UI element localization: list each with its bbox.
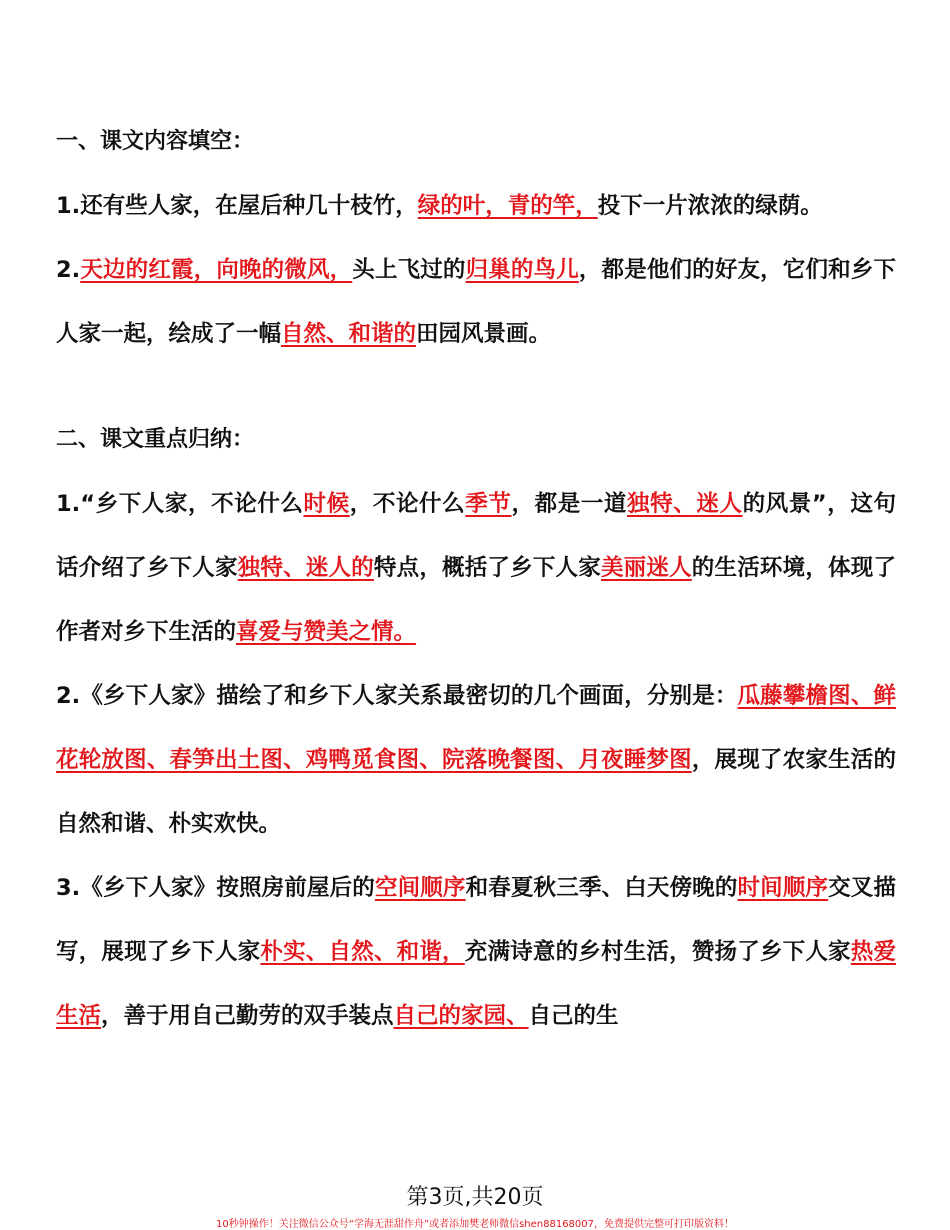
text-run: 1.“乡下人家，不论什么: [56, 491, 304, 517]
answer-blank: 自然、和谐的: [281, 321, 417, 347]
text-run: 的风景”，这句话介绍了乡下人家: [56, 491, 896, 581]
text-run: 充满诗意的乡村生活，赞扬了乡下人家: [464, 939, 851, 965]
text-run: ，都是一道: [511, 491, 628, 517]
text-run: 交叉描写，展现了乡下人家: [56, 875, 896, 965]
section2-paragraph-3: [56, 856, 896, 1048]
text-run: ，不论什么: [349, 491, 466, 517]
text-run: ，善于用自己勤劳的双手装点: [101, 1003, 394, 1029]
text-run: 2.: [56, 257, 81, 283]
text-run: 和春夏秋三季、白天傍晚的: [465, 875, 738, 901]
text-run: 田园风景画。: [416, 321, 552, 347]
answer-blank: 瓜藤攀檐图、鲜花轮放图、春笋出土图、鸡鸭觅食图、院落晚餐图、月夜睡梦图: [56, 683, 896, 773]
document-body: [56, 120, 896, 1048]
footer-notice: 10秒钟操作！关注微信公众号“学海无涯甜作舟”或者添加樊老师微信shen88168007，免费提供完整可打印版资料！: [215, 1219, 735, 1230]
text-run: 1.还有些人家，在屋后种几十枝竹，: [56, 193, 418, 219]
text-run: 的生活环境，体现了作者对乡下生活的: [56, 555, 896, 645]
section1-title: 一、课文内容填空：: [56, 129, 255, 154]
section2-paragraph-2: [56, 664, 896, 856]
text-run: 3.《乡下人家》按照房前屋后的: [56, 875, 375, 901]
answer-blank: 独特、迷人: [627, 491, 743, 517]
answer-blank: 自己的家园、: [393, 1003, 529, 1029]
text-run: ，展现了农家生活的自然和谐、朴实欢快。: [56, 747, 896, 837]
section1-paragraph-1: [56, 174, 896, 238]
section2-paragraph-1: [56, 472, 896, 664]
answer-blank: 季节: [465, 491, 512, 517]
answer-blank: 朴实、自然、和谐，: [260, 939, 465, 965]
text-run: 自己的生: [528, 1003, 619, 1029]
text-run: 2.《乡下人家》描绘了和乡下人家关系最密切的几个画面，分别是：: [56, 683, 738, 709]
answer-blank: 热爱生活: [56, 939, 896, 1029]
answer-blank: 时间顺序: [737, 875, 829, 901]
answer-blank: 归巢的鸟儿: [465, 257, 579, 283]
text-run: ，都是他们的好友，它们和乡下人家一起，绘成了一幅: [56, 257, 896, 347]
answer-blank: 美丽迷人: [600, 555, 692, 581]
answer-blank: 空间顺序: [374, 875, 466, 901]
text-run: 投下一片浓浓的绿荫。: [597, 193, 823, 219]
section2-title: 二、课文重点归纳：: [56, 427, 255, 452]
answer-blank: 时候: [303, 491, 350, 517]
text-run: 特点，概括了乡下人家: [373, 555, 601, 581]
answer-blank: 天边的红霞，向晚的微风，: [80, 257, 353, 283]
answer-blank: 绿的叶，青的竿，: [417, 193, 598, 219]
answer-blank: 喜爱与赞美之情。: [236, 619, 417, 645]
answer-blank: 独特、迷人的: [237, 555, 374, 581]
section1-paragraph-2: [56, 238, 896, 366]
text-run: 头上飞过的: [352, 257, 466, 283]
page-number: 第3页,共20页: [406, 1185, 544, 1210]
